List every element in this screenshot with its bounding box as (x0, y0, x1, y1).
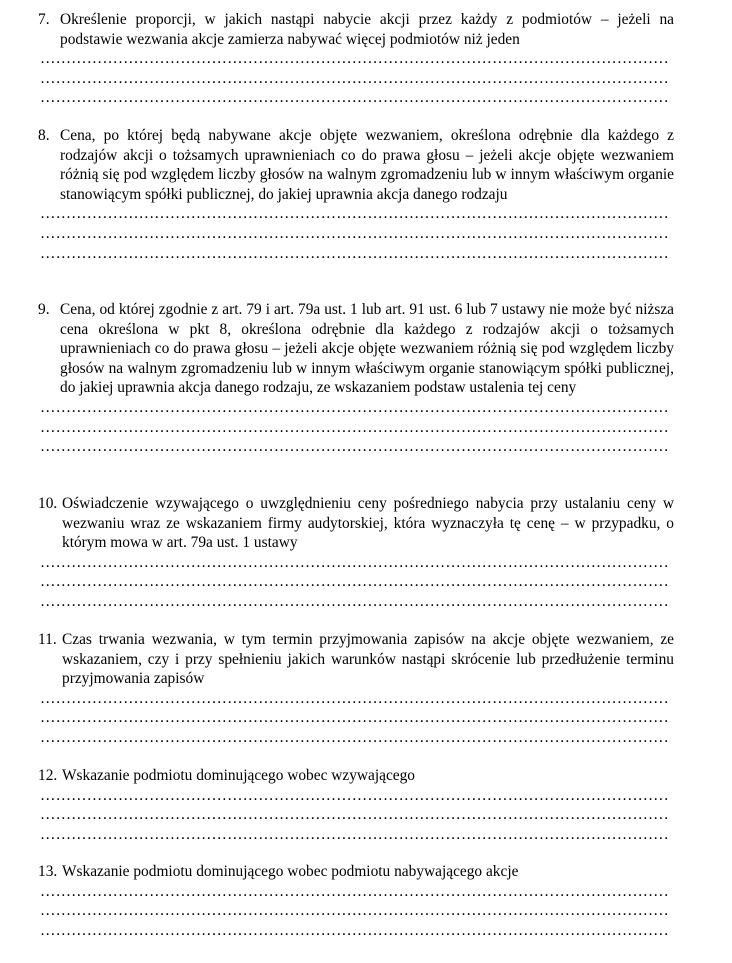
fill-in-line[interactable] (40, 69, 670, 89)
section-heading (38, 300, 674, 398)
fill-in-line[interactable] (40, 572, 670, 592)
section-item-13 (38, 862, 674, 940)
fill-in-line[interactable] (40, 689, 670, 709)
fill-in-line[interactable] (40, 901, 670, 921)
section-item-11 (38, 630, 674, 748)
fill-in-line[interactable] (40, 708, 670, 728)
fill-in-line[interactable] (40, 418, 670, 438)
fill-in-line[interactable] (40, 728, 670, 748)
section-item-9 (38, 300, 674, 457)
section-heading (38, 10, 674, 49)
section-number: 9. (38, 301, 50, 318)
section-text: Oświadczenie wzywającego o uwzględnieniu ceny pośredniego nabycia przy ustalaniu ceny w wezwaniu wraz ze wskazaniem firmy audytorskiej, która wyznaczyła tę cenę – w przypadku, o którym mowa w art. 79a ust. 1 ustawy (62, 495, 674, 552)
fill-in-line[interactable] (40, 49, 670, 69)
section-item-7 (38, 10, 674, 108)
fill-in-line[interactable] (40, 244, 670, 264)
fill-in-line[interactable] (40, 592, 670, 612)
section-number: 8. (38, 127, 50, 144)
section-item-12 (38, 766, 674, 844)
section-text: Cena, po której będą nabywane akcje objęte wezwaniem, określona odrębnie dla każdego z rodzajów akcji o tożsamych uprawnieniach co do prawa głosu – jeżeli akcje objęte wezwaniem różnią się pod względem liczby głosów na walnym zgromadzeniu lub w innym właściwym organie stanowiącym spółki publicznej, do jakiej uprawnia akcja danego rodzaju (60, 127, 674, 203)
section-heading (38, 766, 674, 786)
section-number: 11. (38, 631, 57, 648)
fill-in-line[interactable] (40, 88, 670, 108)
fill-in-line[interactable] (40, 224, 670, 244)
fill-in-line[interactable] (40, 553, 670, 573)
section-number: 10. (38, 495, 58, 512)
fill-in-line[interactable] (40, 805, 670, 825)
section-text: Określenie proporcji, w jakich nastąpi nabycie akcji przez każdy z podmiotów – jeżeli na podstawie wezwania akcje zamierza nabywać więcej podmiotów niż jeden (60, 11, 674, 48)
fill-in-line[interactable] (40, 921, 670, 941)
fill-in-line[interactable] (40, 398, 670, 418)
section-number: 7. (38, 11, 50, 28)
section-text: Cena, od której zgodnie z art. 79 i art. 79a ust. 1 lub art. 91 ust. 6 lub 7 ustawy nie może być niższa cena określona w pkt 8, określona odrębnie dla każdego z rodzajów akcji o tożsamych uprawnieniach co do prawa głosu – jeżeli akcje objęte wezwaniem różnią się pod względem liczby głosów na walnym zgromadzeniu lub w innym właściwym organie stanowiącym spółki publicznej, do jakiej uprawnia akcja danego rodzaju, ze wskazaniem podstaw ustalenia tej ceny (60, 301, 674, 397)
section-heading (38, 126, 674, 204)
section-item-8 (38, 126, 674, 263)
section-text: Czas trwania wezwania, w tym termin przyjmowania zapisów na akcje objęte wezwaniem, ze wskazaniem, czy i przy spełnieniu jakich warunków nastąpi skrócenie lub przedłużenie terminu przyjmowania zapisów (62, 631, 674, 688)
section-number: 12. (38, 767, 58, 784)
section-text: Wskazanie podmiotu dominującego wobec wzywającego (62, 767, 416, 784)
section-number: 13. (38, 863, 58, 880)
fill-in-line[interactable] (40, 882, 670, 902)
section-text: Wskazanie podmiotu dominującego wobec podmiotu nabywającego akcje (62, 863, 519, 880)
fill-in-line[interactable] (40, 204, 670, 224)
section-heading (38, 494, 674, 553)
section-heading (38, 630, 674, 689)
fill-in-line[interactable] (40, 825, 670, 845)
section-item-10 (38, 494, 674, 612)
section-heading (38, 862, 674, 882)
fill-in-line[interactable] (40, 786, 670, 806)
fill-in-line[interactable] (40, 437, 670, 457)
